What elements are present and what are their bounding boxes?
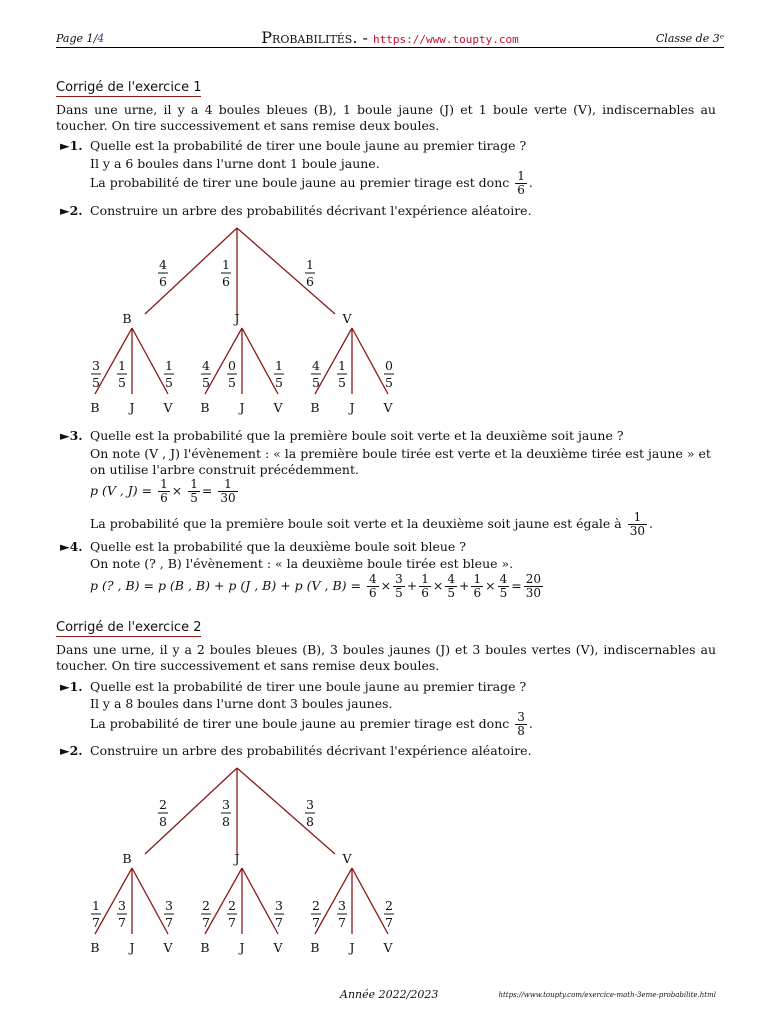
- ex1-prob-l1-2-num: 1: [306, 257, 314, 272]
- ex2-node-l2-0-2: V: [163, 940, 173, 955]
- ex2-prob-l2-1-2-num: 3: [275, 898, 283, 913]
- title-text: Probabilités.: [261, 28, 358, 47]
- footer-link[interactable]: https://www.toupty.com/exercice-math-3eme-probabilite.html: [498, 991, 716, 999]
- ex2-branch-l2-0-2: [132, 868, 168, 934]
- ex1-prob-l2-0-1-den: 5: [118, 375, 126, 390]
- ex1-node-l2-1-2: V: [273, 400, 283, 415]
- ex2-node-l2-2-2: V: [383, 940, 393, 955]
- ex1-prob-l2-1-0-den: 5: [202, 375, 210, 390]
- ex1-branch-l2-0-2: [132, 328, 168, 394]
- ex2-prob-l2-1-1-den: 7: [228, 915, 236, 930]
- ex2-node-l1-1: J: [234, 851, 240, 866]
- ex1-prob-l2-1-1-num: 0: [228, 358, 236, 373]
- ex1-q1-line1: Il y a 6 boules dans l'urne dont 1 boule jaune.: [90, 156, 380, 171]
- ex2-node-l2-2-0: B: [310, 940, 320, 955]
- document-title: [56, 28, 724, 47]
- ex1-prob-l1-1-num: 1: [222, 257, 230, 272]
- ex1-branch-l1-2: [237, 228, 335, 314]
- ex1-branch-l2-1-0: [205, 328, 242, 394]
- ex1-prob-l2-1-2-num: 1: [275, 358, 283, 373]
- ex1-prob-l2-2-1-num: 1: [338, 358, 346, 373]
- ex2-prob-l2-2-1-num: 3: [338, 898, 346, 913]
- ex2-node-l2-2-1: J: [349, 940, 355, 955]
- ex2-branch-l2-2-2: [352, 868, 388, 934]
- ex1-node-l2-2-1: J: [349, 400, 355, 415]
- ex1-node-l1-1: J: [234, 311, 240, 326]
- ex2-branch-l2-2-0: [315, 868, 352, 934]
- ex2-prob-l2-0-2-den: 7: [165, 915, 173, 930]
- ex1-prob-l2-0-2-den: 5: [165, 375, 173, 390]
- ex1-q1-answer: La probabilité de tirer une boule jaune au premier tirage est donc $\frac{1}{6}$ .: [90, 169, 533, 197]
- ex2-prob-l2-1-0-den: 7: [202, 915, 210, 930]
- ex1-prob-l1-0-den: 6: [159, 274, 167, 289]
- ex1-branch-l2-0-0: [95, 328, 132, 394]
- ex1-prob-l1-1-den: 6: [222, 274, 230, 289]
- ex1-q4-formula: p (? , B) = p (B , B) + p (J , B) + p (V , B) = $\frac{4}{6}$ × $\frac{3}{5}$ + $\frac{1}{6}$ × $\frac{4}{5}$ + $\frac{1}{6}$ × $\frac{4}{5}$ = $\frac{20}{30}$: [90, 572, 541, 600]
- ex2-prob-l2-1-0-num: 2: [202, 898, 210, 913]
- ex1-prob-l2-0-1-num: 1: [118, 358, 126, 373]
- ex1-q3-answer: La probabilité que la première boule soit verte et la deuxième soit jaune est égale à $\frac{1}{30}$ .: [90, 510, 654, 538]
- ex2-prob-l2-1-2-den: 7: [275, 915, 283, 930]
- ex2-prob-l1-1-den: 8: [222, 814, 230, 829]
- ex2-prob-l2-2-2-den: 7: [385, 915, 393, 930]
- ex1-prob-l2-2-0-den: 5: [312, 375, 320, 390]
- ex1-prob-l1-0-num: 4: [159, 257, 167, 272]
- ex1-branch-l2-2-0: [315, 328, 352, 394]
- ex1-branch-l2-1-2: [242, 328, 278, 394]
- ex1-node-l2-2-2: V: [383, 400, 393, 415]
- ex2-branch-l2-1-0: [205, 868, 242, 934]
- ex1-node-l2-1-0: B: [200, 400, 210, 415]
- ex2-prob-l2-2-0-den: 7: [312, 915, 320, 930]
- ex1-heading: Corrigé de l'exercice 1: [56, 80, 202, 95]
- ex1-q1: ►1. Quelle est la probabilité de tirer une boule jaune au premier tirage ?: [60, 138, 527, 153]
- ex1-q4: ►4. Quelle est la probabilité que la deuxième boule soit bleue ?: [60, 539, 467, 554]
- ex1-q3: ►3. Quelle est la probabilité que la première boule soit verte et la deuxième soit jaune ?: [60, 428, 624, 443]
- ex2-node-l1-2: V: [342, 851, 352, 866]
- ex1-prob-l2-1-2-den: 5: [275, 375, 283, 390]
- ex2-prob-l2-1-1-num: 2: [228, 898, 236, 913]
- ex2-prob-l2-0-1-num: 3: [118, 898, 126, 913]
- ex1-node-l1-0: B: [122, 311, 132, 326]
- ex1-node-l2-2-0: B: [310, 400, 320, 415]
- ex2-probability-tree: [0, 762, 768, 962]
- ex2-node-l2-0-1: J: [129, 940, 135, 955]
- ex2-prob-l2-2-2-num: 2: [385, 898, 393, 913]
- ex1-q4-note: On note (? , B) l'évènement : « la deuxième boule tirée est bleue ».: [90, 556, 514, 571]
- ex2-intro: Dans une urne, il y a 2 boules bleues (B), 3 boules jaunes (J) et 3 boules vertes (V), indiscernables au toucher. On tire successivement et sans remise deux boules.: [56, 642, 716, 673]
- ex1-prob-l2-2-2-den: 5: [385, 375, 393, 390]
- ex1-prob-l2-0-0-den: 5: [92, 375, 100, 390]
- ex1-prob-l2-1-1-den: 5: [228, 375, 236, 390]
- ex2-prob-l1-2-den: 8: [306, 814, 314, 829]
- ex2-prob-l2-0-2-num: 3: [165, 898, 173, 913]
- ex2-prob-l1-0-num: 2: [159, 797, 167, 812]
- ex2-prob-l1-2-num: 3: [306, 797, 314, 812]
- ex2-node-l2-1-0: B: [200, 940, 210, 955]
- ex1-branch-l2-2-2: [352, 328, 388, 394]
- ex1-q3-note: On note (V , J) l'évènement : « la première boule tirée est verte et la deuxième tirée est jaune » et on utilise l'arbre construit précédemment.: [90, 446, 711, 477]
- page-label: Page 1/: [56, 32, 98, 45]
- ex1-prob-l2-1-0-num: 4: [202, 358, 210, 373]
- ex2-prob-l2-2-0-num: 2: [312, 898, 320, 913]
- ex2-prob-l2-0-0-num: 1: [92, 898, 100, 913]
- ex2-prob-l2-0-1-den: 7: [118, 915, 126, 930]
- ex1-q2: ►2. Construire un arbre des probabilités décrivant l'expérience aléatoire.: [60, 203, 532, 218]
- school-year: Année 2022/2023: [340, 988, 439, 1001]
- ex2-node-l2-1-1: J: [239, 940, 245, 955]
- ex2-node-l2-1-2: V: [273, 940, 283, 955]
- page-total-link[interactable]: 4: [97, 32, 105, 45]
- ex2-prob-l1-0-den: 8: [159, 814, 167, 829]
- ex1-prob-l1-2-den: 6: [306, 274, 314, 289]
- ex2-q1-line1: Il y a 8 boules dans l'urne dont 3 boules jaunes.: [90, 696, 393, 711]
- ex2-branch-l2-1-2: [242, 868, 278, 934]
- ex1-node-l1-2: V: [342, 311, 352, 326]
- ex2-node-l1-0: B: [122, 851, 132, 866]
- ex2-branch-l1-2: [237, 768, 335, 854]
- ex1-node-l2-0-1: J: [129, 400, 135, 415]
- ex1-node-l2-1-1: J: [239, 400, 245, 415]
- class-label: Classe de 3ᵉ: [655, 32, 724, 45]
- ex1-q3-formula: p (V , J) = $\frac{1}{6}$ × $\frac{1}{5}$ = $\frac{1}{30}$: [90, 477, 236, 505]
- ex2-prob-l2-0-0-den: 7: [92, 915, 100, 930]
- ex2-prob-l1-1-num: 3: [222, 797, 230, 812]
- ex1-probability-tree: [0, 222, 768, 422]
- ex1-intro: Dans une urne, il y a 4 boules bleues (B), 1 boule jaune (J) et 1 boule verte (V), indiscernables au toucher. On tire successivement et sans remise deux boules.: [56, 102, 716, 133]
- page-header: [56, 28, 724, 48]
- ex2-q2: ►2. Construire un arbre des probabilités décrivant l'expérience aléatoire.: [60, 743, 532, 758]
- ex2-node-l2-0-0: B: [90, 940, 100, 955]
- header-rule: [56, 47, 724, 48]
- ex2-prob-l2-2-1-den: 7: [338, 915, 346, 930]
- ex1-prob-l2-0-0-num: 3: [92, 358, 100, 373]
- ex1-prob-l2-2-0-num: 4: [312, 358, 320, 373]
- ex1-prob-l2-2-1-den: 5: [338, 375, 346, 390]
- ex1-node-l2-0-2: V: [163, 400, 173, 415]
- ex1-node-l2-0-0: B: [90, 400, 100, 415]
- ex2-q1-answer: La probabilité de tirer une boule jaune au premier tirage est donc $\frac{3}{8}$ .: [90, 710, 533, 738]
- ex1-prob-l2-2-2-num: 0: [385, 358, 393, 373]
- site-link[interactable]: https://www.toupty.com: [373, 33, 519, 46]
- ex2-branch-l2-0-0: [95, 868, 132, 934]
- title-dash: -: [362, 28, 368, 47]
- ex2-heading: Corrigé de l'exercice 2: [56, 620, 202, 635]
- ex1-prob-l2-0-2-num: 1: [165, 358, 173, 373]
- ex2-q1: ►1. Quelle est la probabilité de tirer une boule jaune au premier tirage ?: [60, 679, 527, 694]
